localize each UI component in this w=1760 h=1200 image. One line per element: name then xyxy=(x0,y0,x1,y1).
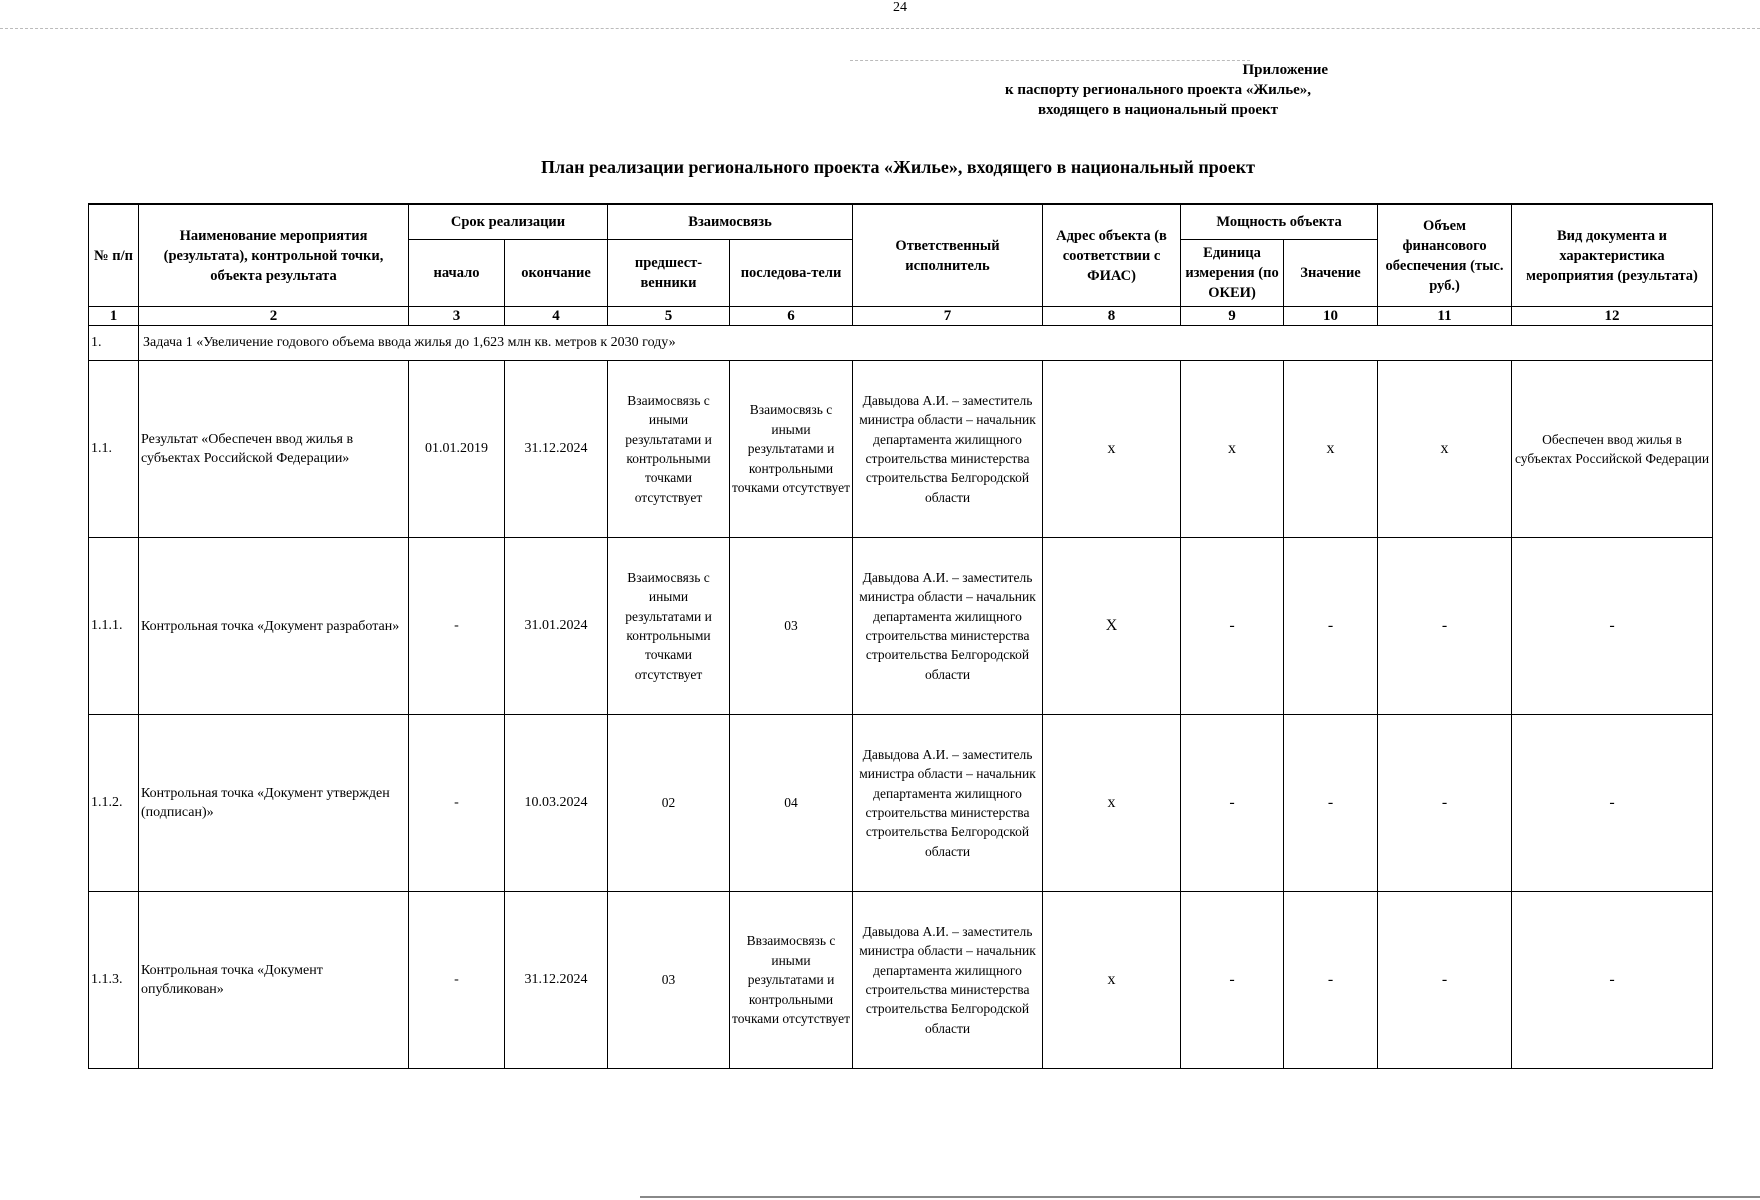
header-executor: Ответственный исполнитель xyxy=(853,204,1043,307)
scan-artifact-line xyxy=(640,1196,1760,1198)
row-doc-type: - xyxy=(1512,715,1713,892)
table-row xyxy=(89,892,1713,1069)
row-name: Контрольная точка «Документ опубликован» xyxy=(139,892,409,1069)
column-number: 4 xyxy=(505,307,608,326)
row-start: - xyxy=(409,892,505,1069)
column-number: 10 xyxy=(1284,307,1378,326)
row-predecessors: 02 xyxy=(608,715,730,892)
page-number: 24 xyxy=(893,0,907,15)
task-row xyxy=(89,326,1713,361)
row-successors: Ввзаимосвязь с иными результатами и контрольными точками отсутствует xyxy=(730,892,853,1069)
task-number: 1. xyxy=(89,326,139,361)
row-unit: x xyxy=(1181,361,1284,538)
row-predecessors: Взаимосвязь с иными результатами и контрольными точками отсутствует xyxy=(608,538,730,715)
column-number: 12 xyxy=(1512,307,1713,326)
row-predecessors: 03 xyxy=(608,892,730,1069)
row-value: - xyxy=(1284,538,1378,715)
header-capacity: Мощность объекта xyxy=(1181,204,1378,240)
row-address: X xyxy=(1043,538,1181,715)
plan-table xyxy=(88,203,1713,1069)
row-address: x xyxy=(1043,361,1181,538)
header-num: № п/п xyxy=(89,204,139,307)
header-start: начало xyxy=(409,240,505,307)
row-finance: x xyxy=(1378,361,1512,538)
row-end: 31.01.2024 xyxy=(505,538,608,715)
row-executor: Давыдова А.И. – заместитель министра области – начальник департамента жилищного строительства министерства строительства Белгородской области xyxy=(853,715,1043,892)
row-finance: - xyxy=(1378,715,1512,892)
appendix-block xyxy=(898,60,1418,120)
row-end: 31.12.2024 xyxy=(505,892,608,1069)
column-number: 3 xyxy=(409,307,505,326)
row-unit: - xyxy=(1181,715,1284,892)
row-finance: - xyxy=(1378,538,1512,715)
row-name: Контрольная точка «Документ утвержден (подписан)» xyxy=(139,715,409,892)
header-term: Срок реализации xyxy=(409,204,608,240)
header-unit: Единица измерения (по ОКЕИ) xyxy=(1181,240,1284,307)
column-number: 7 xyxy=(853,307,1043,326)
row-name: Результат «Обеспечен ввод жилья в субъектах Российской Федерации» xyxy=(139,361,409,538)
row-unit: - xyxy=(1181,538,1284,715)
row-executor: Давыдова А.И. – заместитель министра области – начальник департамента жилищного строительства министерства строительства Белгородской области xyxy=(853,361,1043,538)
appendix-line: входящего в национальный проект xyxy=(1037,102,1279,118)
header-address: Адрес объекта (в соответствии с ФИАС) xyxy=(1043,204,1181,307)
header-relation: Взаимосвязь xyxy=(608,204,853,240)
row-value: - xyxy=(1284,892,1378,1069)
row-value: x xyxy=(1284,361,1378,538)
row-name: Контрольная точка «Документ разработан» xyxy=(139,538,409,715)
row-successors: Взаимосвязь с иными результатами и контрольными точками отсутствует xyxy=(730,361,853,538)
row-number: 1.1.2. xyxy=(89,715,139,892)
row-end: 10.03.2024 xyxy=(505,715,608,892)
row-address: x xyxy=(1043,892,1181,1069)
column-number: 6 xyxy=(730,307,853,326)
row-number: 1.1. xyxy=(89,361,139,538)
row-finance: - xyxy=(1378,892,1512,1069)
header-doc-type: Вид документа и характеристика мероприятия (результата) xyxy=(1512,204,1713,307)
row-value: - xyxy=(1284,715,1378,892)
column-number: 8 xyxy=(1043,307,1181,326)
header-successors: последова-тели xyxy=(730,240,853,307)
appendix-title: Приложение xyxy=(1242,62,1328,78)
row-number: 1.1.1. xyxy=(89,538,139,715)
task-text: Задача 1 «Увеличение годового объема ввода жилья до 1,623 млн кв. метров к 2030 году» xyxy=(139,326,1713,361)
row-predecessors: Взаимосвязь с иными результатами и контрольными точками отсутствует xyxy=(608,361,730,538)
header-value: Значение xyxy=(1284,240,1378,307)
row-start: - xyxy=(409,538,505,715)
column-number: 2 xyxy=(139,307,409,326)
row-start: 01.01.2019 xyxy=(409,361,505,538)
header-end: окончание xyxy=(505,240,608,307)
row-executor: Давыдова А.И. – заместитель министра области – начальник департамента жилищного строительства министерства строительства Белгородской области xyxy=(853,892,1043,1069)
table-row xyxy=(89,538,1713,715)
row-doc-type: - xyxy=(1512,892,1713,1069)
table-row xyxy=(89,361,1713,538)
appendix-line: к паспорту регионального проекта «Жилье», xyxy=(1004,82,1312,98)
header-predecessors: предшест-венники xyxy=(608,240,730,307)
row-doc-type: Обеспечен ввод жилья в субъектах Российской Федерации xyxy=(1512,361,1713,538)
column-number: 9 xyxy=(1181,307,1284,326)
row-doc-type: - xyxy=(1512,538,1713,715)
column-number: 1 xyxy=(89,307,139,326)
row-successors: 03 xyxy=(730,538,853,715)
header-finance: Объем финансового обеспечения (тыс. руб.) xyxy=(1378,204,1512,307)
row-successors: 04 xyxy=(730,715,853,892)
row-end: 31.12.2024 xyxy=(505,361,608,538)
row-executor: Давыдова А.И. – заместитель министра области – начальник департамента жилищного строительства министерства строительства Белгородской области xyxy=(853,538,1043,715)
row-start: - xyxy=(409,715,505,892)
table-row xyxy=(89,715,1713,892)
row-number: 1.1.3. xyxy=(89,892,139,1069)
header-name: Наименование мероприятия (результата), контрольной точки, объекта результата xyxy=(139,204,409,307)
row-address: x xyxy=(1043,715,1181,892)
column-number: 5 xyxy=(608,307,730,326)
scan-artifact-line xyxy=(0,28,1760,29)
column-number: 11 xyxy=(1378,307,1512,326)
row-unit: - xyxy=(1181,892,1284,1069)
document-title: План реализации регионального проекта «Жилье», входящего в национальный проект xyxy=(541,157,1255,177)
